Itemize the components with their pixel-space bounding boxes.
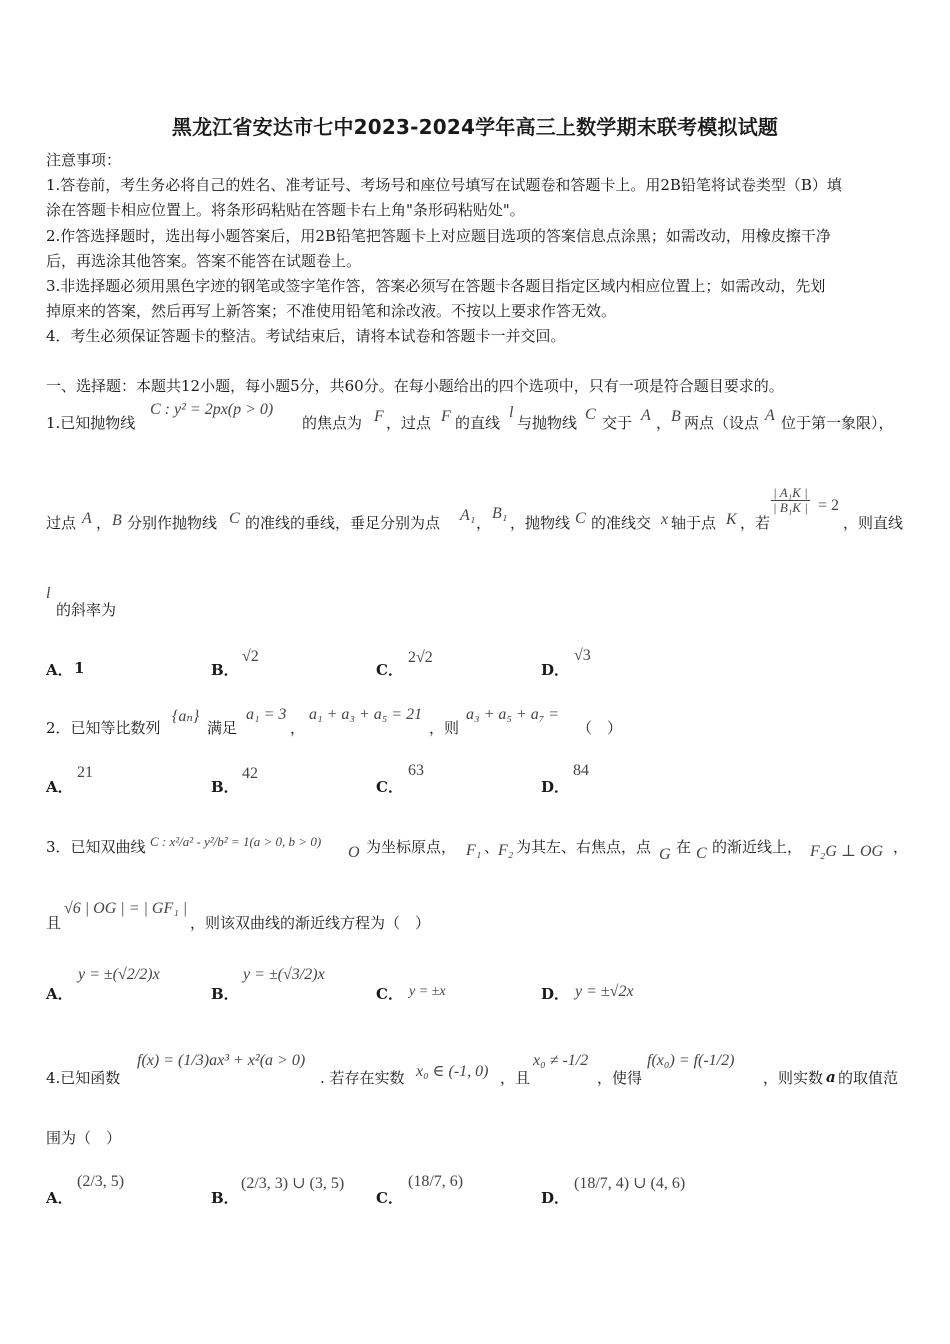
option-value: √3: [574, 647, 591, 664]
option-value: 42: [242, 765, 258, 782]
section-heading: 一、选择题：本题共12小题，每小题5分，共60分。在每小题给出的四个选项中，只有一项是符合题目要求的。: [46, 377, 784, 395]
q3-text: 3．已知双曲线: [46, 838, 146, 856]
option-value: 84: [573, 762, 589, 779]
math-var: F₁: [466, 842, 482, 859]
math-var: C: [575, 510, 586, 527]
q3-text: 为坐标原点，: [366, 838, 457, 856]
option-value: (18/7, 6): [408, 1173, 464, 1190]
math-var: B₁: [492, 505, 508, 522]
q3-text: 的渐近线上，: [712, 838, 803, 856]
math-expr: √6 | OG | = | GF₁ |: [64, 900, 188, 917]
q1-text: 的准线的垂线，垂足分别为点: [245, 514, 441, 532]
option-label: D．: [541, 661, 570, 679]
q1-text: ，则直线: [843, 514, 904, 532]
math-var: A: [641, 407, 651, 424]
option-value: 2√2: [408, 649, 433, 666]
option-value: (18/7, 4) ∪ (4, 6): [574, 1175, 686, 1192]
q1-text: 分别作抛物线: [127, 514, 218, 532]
math-expr: a₁ = 3: [246, 706, 287, 723]
math-var: F: [441, 408, 451, 425]
math-expr: x₀ ≠ -1/2: [533, 1052, 589, 1069]
math-expr: a₁ + a₃ + a₅ = 21: [309, 706, 423, 723]
q1-text: 与抛物线: [517, 414, 578, 432]
notice-line: 涂在答题卡相应位置上。将条形码粘贴在答题卡右上角"条形码粘贴处"。: [46, 201, 525, 219]
math-var: G: [659, 846, 671, 863]
option-value: 63: [408, 762, 424, 779]
math-var: C: [585, 406, 596, 423]
notice-line: 后，再选涂其他答案。答案不能答在试题卷上。: [46, 252, 362, 270]
option-label: C．: [376, 1189, 403, 1207]
math-var: B: [671, 408, 681, 425]
notice-line: 3.非选择题必须用黑色字迹的钢笔或签字笔作答，答案必须写在答题卡各题目指定区域内相应位置上；如需改动，先划: [46, 277, 826, 295]
q1-text: 交于: [602, 414, 633, 432]
q4-text: . 若存在实数: [320, 1069, 405, 1087]
q3-text: ，则该双曲线的渐近线方程为（ ）: [190, 914, 431, 932]
q1-ratio-fraction: $\frac{\text{| A₁K |}}{\text{| B₁K |}}$: [773, 485, 808, 515]
q3-text: 且: [46, 914, 62, 932]
math-expr: f(x₀) = f(-1/2): [647, 1052, 735, 1069]
math-var: A: [82, 510, 92, 527]
option-label: B．: [211, 778, 239, 796]
math-var: F₂: [498, 842, 514, 859]
q4-text: ，且: [500, 1069, 531, 1087]
option-label: A．: [46, 1189, 73, 1207]
notice-line: 掉原来的答案，然后再写上新答案；不准使用铅笔和涂改液。不按以上要求作答无效。: [46, 302, 617, 320]
notice-line: 2.作答选择题时，选出每小题答案后，用2B铅笔把答题卡上对应题目选项的答案信息点涂黑；如需改动，用橡皮擦干净: [46, 227, 831, 245]
q1-text: 位于第一象限），: [781, 414, 894, 432]
option-value: (2/3, 5): [77, 1173, 125, 1190]
math-var: O: [348, 844, 360, 861]
q1-text: 的直线: [455, 414, 501, 432]
math-var: A: [765, 407, 775, 424]
notice-line: 1.答卷前，考生务必将自己的姓名、准考证号、考场号和座位号填写在试题卷和答题卡上。用2B铅笔将试卷类型（B）填: [46, 176, 842, 194]
math-expr: x₀ ∈ (-1, 0): [416, 1063, 489, 1080]
option-label: B．: [211, 1189, 239, 1207]
q1-text: 过点: [46, 514, 77, 532]
option-label: A．: [46, 661, 73, 679]
q4-text: ，使得: [597, 1069, 643, 1087]
q2-text: ，则: [429, 719, 460, 737]
q1-text: ，过点: [386, 414, 432, 432]
q1-text: 的斜率为: [56, 601, 117, 619]
option-value: y = ±√2x: [575, 983, 634, 1000]
option-value: y = ±x: [409, 984, 446, 999]
option-label: D．: [541, 778, 570, 796]
math-expr: {aₙ}: [172, 708, 200, 725]
hyperbola-eq: C : x²/a² - y²/b² = 1(a > 0, b > 0): [150, 834, 322, 849]
math-var: C: [229, 510, 240, 527]
q4-text: 围为（ ）: [46, 1129, 122, 1147]
function-def: f(x) = (1/3)ax³ + x²(a > 0): [137, 1052, 306, 1069]
q1-text: ，若: [740, 514, 771, 532]
math-var: a: [826, 1068, 836, 1086]
q4-text: 4.已知函数: [46, 1069, 121, 1087]
q3-text: 、: [484, 838, 500, 856]
math-expr: F₂G ⊥ OG: [810, 843, 884, 860]
math-var: l: [46, 585, 51, 602]
math-var: B: [112, 512, 122, 529]
math-eq: = 2: [818, 497, 840, 514]
q1-text: 1.已知抛物线: [46, 414, 136, 432]
math-var: l: [509, 404, 514, 421]
option-value: y = ±(√2/2)x: [78, 966, 160, 983]
option-value: 1: [74, 659, 85, 677]
option-value: y = ±(√3/2)x: [243, 966, 325, 983]
q4-text: 的取值范: [838, 1069, 899, 1087]
option-label: B．: [211, 985, 239, 1003]
option-label: D．: [541, 1189, 570, 1207]
math-var: x: [661, 511, 669, 528]
q2-text: 满足: [207, 719, 238, 737]
math-expr: a₃ + a₅ + a₇ =: [466, 706, 560, 723]
option-value: √2: [242, 648, 259, 665]
math-var: A₁: [460, 507, 476, 524]
q1-text: 两点（设点: [684, 414, 760, 432]
math-var: K: [726, 511, 737, 528]
q2-text: （ ）: [577, 719, 623, 737]
q1-parabola-eq: C : y² = 2px(p > 0): [150, 401, 274, 418]
option-label: C．: [376, 985, 403, 1003]
notice-line: 4．考生必须保证答题卡的整洁。考试结束后，请将本试卷和答题卡一并交回。: [46, 327, 566, 345]
q3-text: ，: [893, 838, 909, 856]
option-value: 21: [77, 764, 93, 781]
q1-text: 轴于点: [671, 514, 717, 532]
q3-text: 在: [676, 838, 692, 856]
q1-text: ，抛物线: [510, 514, 571, 532]
math-var: C: [696, 845, 707, 862]
option-label: C．: [376, 778, 403, 796]
option-label: D．: [541, 985, 570, 1003]
notice-heading: 注意事项：: [46, 151, 122, 169]
q2-text: 2．已知等比数列: [46, 719, 161, 737]
math-var: F: [374, 408, 384, 425]
q4-text: ，则实数: [763, 1069, 824, 1087]
q1-text: 的准线交: [591, 514, 652, 532]
option-value: (2/3, 3) ∪ (3, 5): [241, 1175, 345, 1192]
option-label: C．: [376, 661, 403, 679]
option-label: A．: [46, 778, 73, 796]
option-label: B．: [211, 661, 239, 679]
q3-text: 为其左、右焦点，点: [516, 838, 652, 856]
q1-text: 的焦点为: [302, 414, 363, 432]
option-label: A．: [46, 985, 73, 1003]
page-title: 黑龙江省安达市七中2023-2024学年高三上数学期末联考模拟试题: [171, 115, 779, 139]
